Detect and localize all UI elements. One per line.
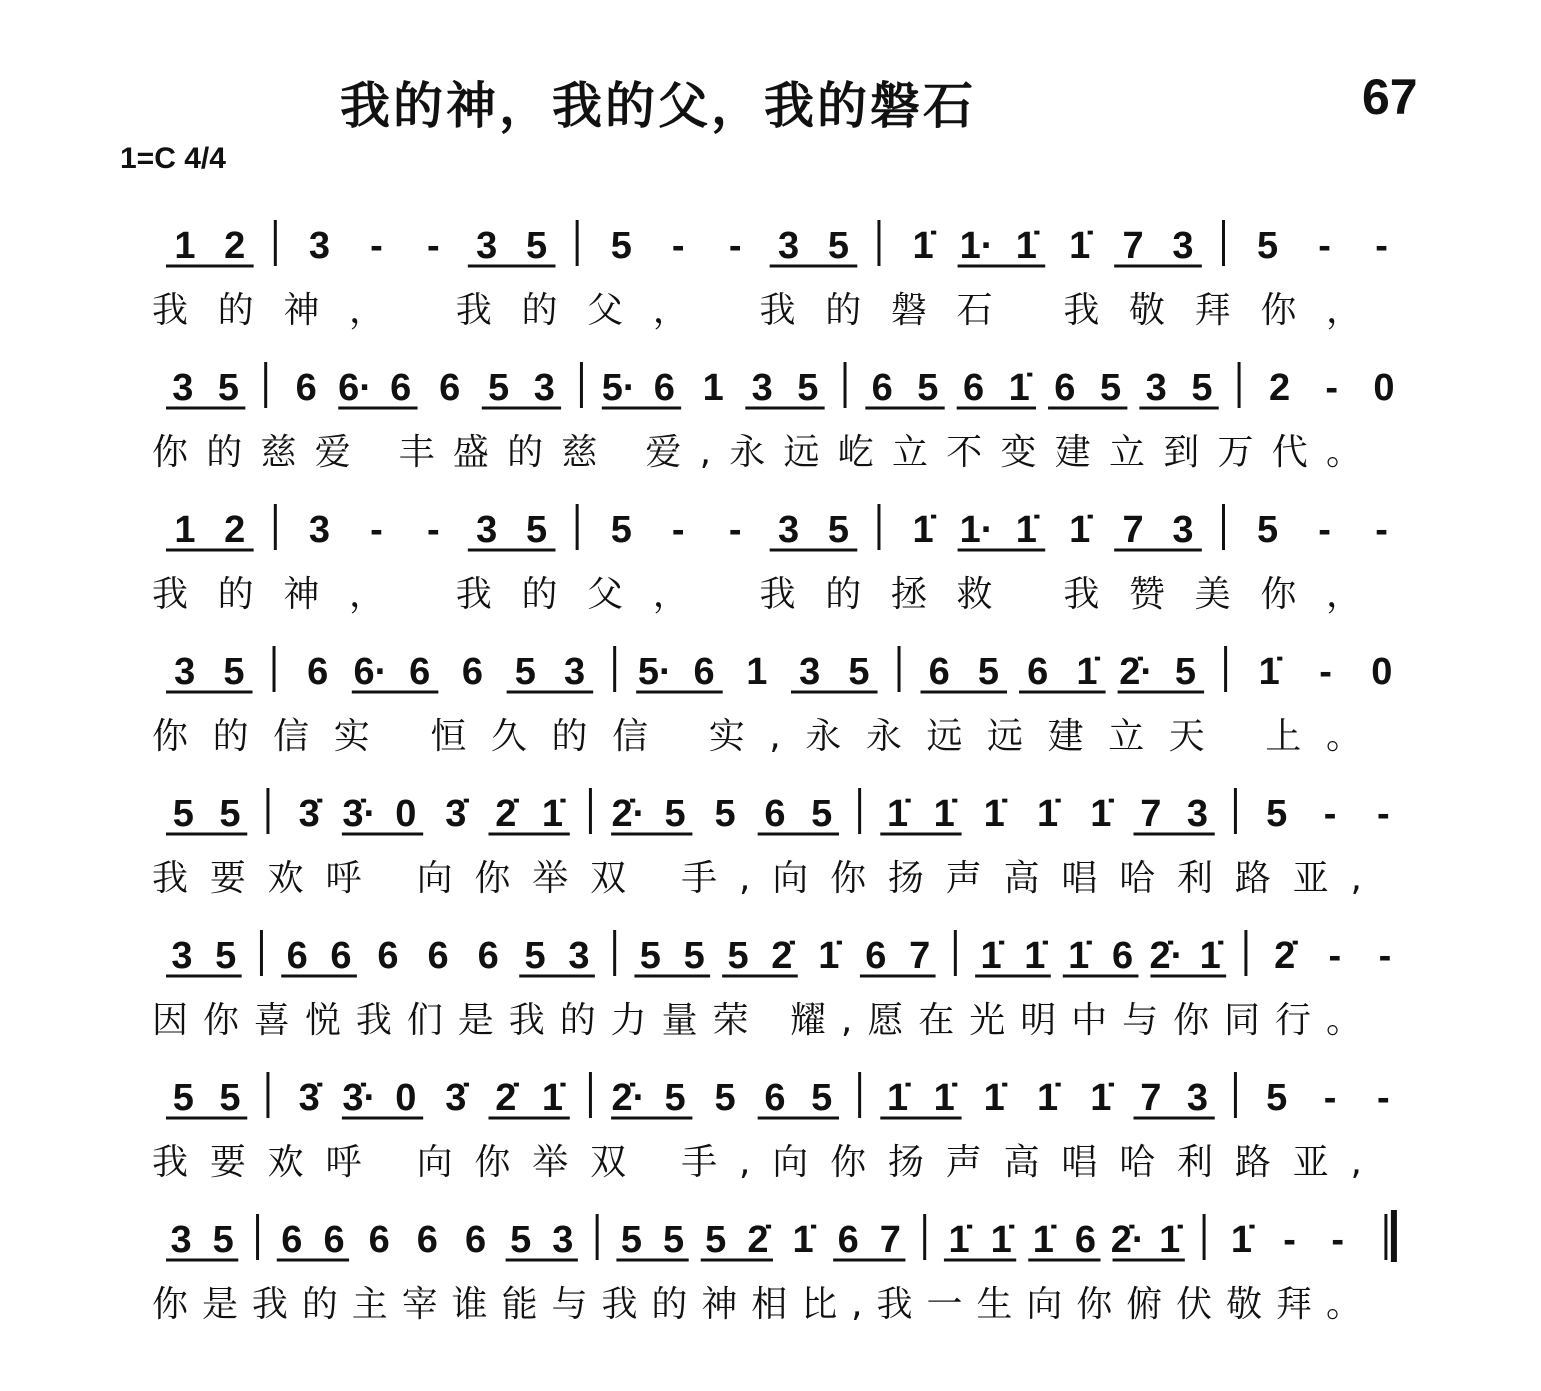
note: 5 <box>664 1077 686 1119</box>
note: 1̇ <box>1258 651 1280 693</box>
note: 1̇ <box>1036 793 1059 835</box>
note: 1̇ <box>887 1077 909 1119</box>
note: 7 <box>1122 509 1144 551</box>
notes-line <box>166 1072 1390 1119</box>
note: 2 <box>1268 367 1291 409</box>
note: 5 <box>848 651 870 693</box>
notes-line <box>166 220 1388 267</box>
note: 6 <box>390 367 412 409</box>
score-row <box>152 1210 1394 1325</box>
lyrics-text: 我要欢呼 向你举双 手,向你扬声高唱哈利路亚, <box>152 858 1362 899</box>
note: 5 <box>977 651 999 693</box>
note: 3 <box>1186 793 1209 835</box>
note: 5 <box>714 1077 736 1119</box>
note: - <box>370 225 383 267</box>
note: 1̇ <box>1032 1219 1054 1261</box>
note: 2̇ <box>771 935 793 977</box>
note: - <box>671 225 685 267</box>
note: 3 <box>170 1219 192 1261</box>
note: 6 <box>409 651 431 693</box>
note: 7 <box>1140 1077 1162 1119</box>
note: - <box>1331 1219 1345 1261</box>
note: 5 <box>664 793 686 835</box>
note: 5· <box>637 651 672 693</box>
note: 3 <box>552 1219 574 1261</box>
note: 3 <box>533 367 555 409</box>
note: 3̇ <box>445 793 467 835</box>
note: 2̇· <box>611 1077 646 1119</box>
score-row <box>152 220 1388 331</box>
note: 5 <box>488 367 510 409</box>
note: 3 <box>1145 367 1167 409</box>
lyrics-line <box>152 1142 1362 1183</box>
note: 3 <box>751 367 773 409</box>
lyrics-line <box>152 574 1362 615</box>
notes-line <box>166 1210 1394 1262</box>
note: - <box>1377 1077 1390 1119</box>
note: 6 <box>368 1219 390 1261</box>
note: 1̇ <box>983 1077 1005 1119</box>
note: - <box>728 225 742 267</box>
note: 3̇· <box>342 793 377 835</box>
lyrics-line <box>152 1284 1362 1325</box>
score-row <box>152 1072 1390 1183</box>
note: 3 <box>308 509 331 551</box>
note: 1̇ <box>1069 225 1091 267</box>
note: 1 <box>174 225 196 267</box>
note: 6 <box>962 367 985 409</box>
note: 6 <box>439 367 461 409</box>
note: 6 <box>377 935 399 977</box>
note: - <box>1378 935 1392 977</box>
note: 1̇ <box>912 509 934 551</box>
note: 7 <box>1140 793 1162 835</box>
note: 6 <box>1111 935 1134 977</box>
note: - <box>370 509 383 551</box>
note: 1̇ <box>1159 1219 1181 1261</box>
note: 5 <box>525 509 548 551</box>
note: 6 <box>1074 1219 1097 1261</box>
note: 1̇ <box>990 1219 1012 1261</box>
note: - <box>671 509 685 551</box>
note: 3 <box>568 935 590 977</box>
note: 1̇ <box>541 1077 564 1119</box>
note: 5 <box>827 509 849 551</box>
note: 5 <box>727 935 749 977</box>
note: 1̇ <box>818 935 840 977</box>
notes-line <box>166 362 1394 409</box>
note: 1̇ <box>792 1219 814 1261</box>
note: - <box>1375 225 1388 267</box>
note: 7 <box>1122 225 1144 267</box>
note: 2̇· <box>1149 935 1184 977</box>
note: - <box>1319 651 1332 693</box>
note: 0 <box>395 1077 417 1119</box>
note: 1̇ <box>1090 1077 1112 1119</box>
notes-line <box>166 788 1390 835</box>
note: 5 <box>917 367 939 409</box>
note: 5 <box>172 1077 194 1119</box>
note: 2̇ <box>1274 935 1296 977</box>
note: 3 <box>1172 509 1194 551</box>
note: 1̇ <box>933 793 955 835</box>
note: 1̇ <box>1069 509 1091 551</box>
note: 3̇· <box>342 1077 377 1119</box>
note: - <box>1323 1077 1337 1119</box>
note: 5 <box>525 225 548 267</box>
note: 3 <box>1186 1077 1209 1119</box>
lyrics-line <box>152 290 1362 331</box>
note: 6 <box>871 367 893 409</box>
lyrics-text: 我的神， 我的父， 我的磐石 我敬拜你， <box>152 290 1362 331</box>
note: 1̇ <box>1090 793 1112 835</box>
note: 1 <box>702 367 724 409</box>
score-row <box>152 646 1392 757</box>
note: 6 <box>330 935 352 977</box>
note: - <box>1328 935 1342 977</box>
note: 1̇ <box>1199 935 1221 977</box>
note: 7 <box>909 935 931 977</box>
note: 1̇ <box>1024 935 1046 977</box>
note: 5 <box>639 935 661 977</box>
note: 5 <box>1257 509 1279 551</box>
note: 5 <box>510 1219 532 1261</box>
lyrics-line <box>152 432 1362 473</box>
note: 3 <box>174 651 196 693</box>
note: 1̇ <box>887 793 909 835</box>
note: 1· <box>959 225 994 267</box>
note: 6 <box>1027 651 1049 693</box>
note: 6 <box>928 651 950 693</box>
note: - <box>427 509 440 551</box>
note: 6 <box>653 367 675 409</box>
note: 5 <box>219 1077 241 1119</box>
note: - <box>1323 793 1337 835</box>
note: 6 <box>281 1219 303 1261</box>
note: 3 <box>172 367 194 409</box>
note: 5 <box>683 935 705 977</box>
note: 5 <box>1099 367 1122 409</box>
note: 0 <box>1371 651 1393 693</box>
note: 0 <box>395 793 417 835</box>
lyrics-text: 我要欢呼 向你举双 手,向你扬声高唱哈利路亚, <box>152 1142 1362 1183</box>
note: 1 <box>746 651 768 693</box>
lyrics-text: 你的信实 恒久的信 实,永永远远建立天 上。 <box>152 716 1362 757</box>
note: 1̇ <box>1230 1219 1252 1261</box>
note: 3̇ <box>298 793 320 835</box>
score-row <box>152 930 1391 1041</box>
note: - <box>427 225 440 267</box>
note: 1̇ <box>1008 367 1030 409</box>
note: 3 <box>476 509 498 551</box>
note: - <box>1283 1219 1296 1261</box>
note: 3 <box>777 509 800 551</box>
note: 5 <box>1174 651 1197 693</box>
note: 3 <box>308 225 331 267</box>
note: 5 <box>811 1077 833 1119</box>
note: 5 <box>524 935 546 977</box>
note: - <box>1375 509 1388 551</box>
note: 3 <box>777 225 800 267</box>
note: 5 <box>827 225 849 267</box>
note: 6 <box>464 1219 487 1261</box>
note: 5 <box>1266 1077 1288 1119</box>
note: 6 <box>837 1219 859 1261</box>
note: 6 <box>477 935 499 977</box>
note: 5 <box>514 651 536 693</box>
note: 6 <box>307 651 329 693</box>
note: 3̇ <box>298 1077 320 1119</box>
note: 6 <box>427 935 449 977</box>
lyrics-text: 你的慈爱 丰盛的慈 爱,永远屹立不变建立到万代。 <box>152 432 1362 473</box>
lyrics-line <box>152 1000 1362 1041</box>
note: 1̇ <box>933 1077 955 1119</box>
note: 2̇· <box>1110 1219 1145 1261</box>
note: 5 <box>610 225 632 267</box>
note: 6· <box>353 651 388 693</box>
note: 1̇ <box>948 1219 970 1261</box>
note: 5 <box>1191 367 1213 409</box>
note: 1̇ <box>1068 935 1090 977</box>
note: 7 <box>879 1219 901 1261</box>
note: 6 <box>295 367 317 409</box>
notes-line <box>166 930 1391 977</box>
note: 5 <box>797 367 819 409</box>
note: 5 <box>705 1219 727 1261</box>
note: 5· <box>601 367 636 409</box>
note: 5 <box>610 509 632 551</box>
note: 2̇· <box>611 793 646 835</box>
note: 5 <box>223 651 245 693</box>
note: - <box>728 509 742 551</box>
note: 3 <box>1172 225 1194 267</box>
note: 3 <box>799 651 821 693</box>
note: 1̇ <box>1015 509 1037 551</box>
note: 3̇ <box>445 1077 467 1119</box>
note: 1· <box>959 509 994 551</box>
note: 5 <box>1257 225 1279 267</box>
lyrics-line <box>152 858 1362 899</box>
note: - <box>1318 225 1331 267</box>
note: 1̇ <box>912 225 934 267</box>
score-row <box>152 504 1388 615</box>
note: 6 <box>323 1219 345 1261</box>
note: 2 <box>224 509 246 551</box>
note: 6 <box>865 935 887 977</box>
note: 5 <box>663 1219 685 1261</box>
note: 6 <box>693 651 715 693</box>
note: 6 <box>1054 367 1076 409</box>
note: 5 <box>217 367 240 409</box>
lyrics-text: 我的神， 我的父， 我的拯救 我赞美你， <box>152 574 1362 615</box>
note: 6 <box>461 651 484 693</box>
score-row <box>152 788 1390 899</box>
note: - <box>1318 509 1331 551</box>
note: 2̇ <box>495 793 517 835</box>
note: 6 <box>416 1219 438 1261</box>
note: - <box>1377 793 1390 835</box>
note: 6 <box>286 935 308 977</box>
note: 1̇ <box>980 935 1002 977</box>
note: 6· <box>338 367 372 409</box>
lyrics-text: 因你喜悦我们是我的力量荣 耀,愿在光明中与你同行。 <box>152 1000 1362 1041</box>
notes-line <box>166 646 1392 693</box>
score-row <box>152 362 1394 473</box>
note: 3 <box>171 935 193 977</box>
note: 1 <box>174 509 196 551</box>
page-number: 67 <box>1362 69 1418 125</box>
note: - <box>1325 367 1339 409</box>
key-signature: 1=C 4/4 <box>120 142 226 175</box>
note: 3 <box>476 225 498 267</box>
notes-line <box>166 504 1388 551</box>
note: 2̇ <box>747 1219 769 1261</box>
note: 0 <box>1373 367 1395 409</box>
lyrics-line <box>152 716 1362 757</box>
note: 1̇ <box>541 793 564 835</box>
note: 3 <box>563 651 586 693</box>
note: 2̇· <box>1119 651 1154 693</box>
note: 1̇ <box>1076 651 1098 693</box>
note: 1̇ <box>983 793 1005 835</box>
note: 1̇ <box>1036 1077 1059 1119</box>
note: 5 <box>215 935 237 977</box>
note: 5 <box>219 793 241 835</box>
note: 5 <box>1266 793 1288 835</box>
lyrics-text: 你是我的主宰谁能与我的神相比,我一生向你俯伏敬拜。 <box>152 1284 1362 1325</box>
note: 1̇ <box>1015 225 1037 267</box>
song-title: 我的神，我的父，我的磐石 <box>340 77 976 135</box>
note: 5 <box>811 793 833 835</box>
note: 5 <box>212 1219 234 1261</box>
note: 6 <box>764 1077 786 1119</box>
note: 6 <box>764 793 786 835</box>
note: 2 <box>224 225 246 267</box>
note: 5 <box>620 1219 643 1261</box>
note: 5 <box>714 793 736 835</box>
note: 2̇ <box>495 1077 517 1119</box>
note: 5 <box>172 793 194 835</box>
